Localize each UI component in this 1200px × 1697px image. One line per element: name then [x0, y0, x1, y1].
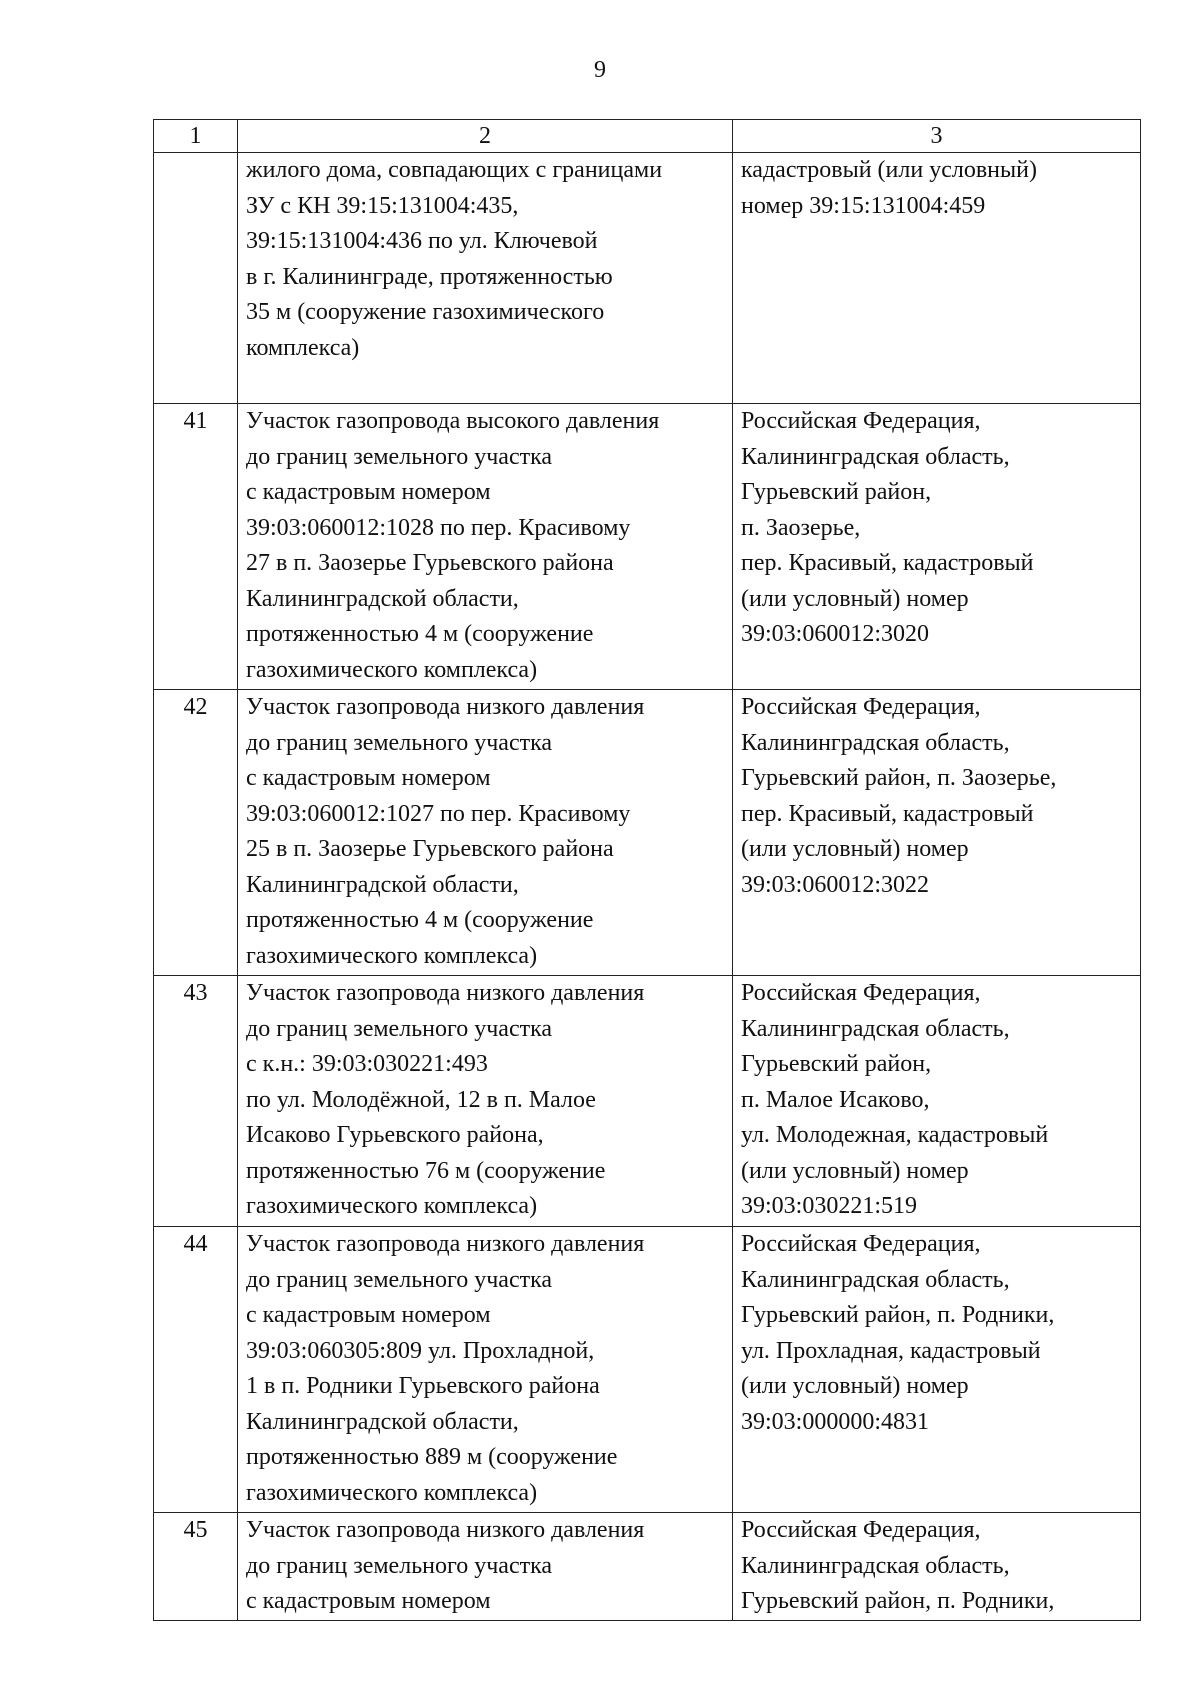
row-owner: Российская Федерация, Калининградская область, Гурьевский район, п. Родники, ул. Прохладная, кадастровый (или условный) номер 39:03:000000:4831: [733, 1227, 1141, 1513]
column-header-owner: 3: [733, 120, 1141, 153]
row-description: Участок газопровода низкого давления до границ земельного участка с кадастровым номером 39:03:060012:1027 по пер. Красивому 25 в п. Заозерье Гурьевского района Калининградской области, протяженностью 4 м (сооружение газохимического комплекса): [238, 690, 733, 976]
column-header-description: 2: [238, 120, 733, 153]
page-number: 9: [594, 57, 606, 83]
table-row: [154, 1513, 1141, 1621]
row-description: Участок газопровода низкого давления до границ земельного участка с к.н.: 39:03:030221:493 по ул. Молодёжной, 12 в п. Малое Исаково Гурьевского района, протяженностью 76 м (сооружение газохимического комплекса): [238, 976, 733, 1227]
table-row: [154, 976, 1141, 1227]
table-row: [154, 404, 1141, 690]
column-header-number: 1: [154, 120, 238, 153]
row-number: 41: [154, 404, 238, 690]
row-number: 44: [154, 1227, 238, 1513]
row-description: Участок газопровода низкого давления до границ земельного участка с кадастровым номером: [238, 1513, 733, 1621]
row-number: [154, 153, 238, 404]
table-row: [154, 153, 1141, 404]
row-description: Участок газопровода высокого давления до границ земельного участка с кадастровым номером 39:03:060012:1028 по пер. Красивому 27 в п. Заозерье Гурьевского района Калининградской области, протяженностью 4 м (сооружение газохимического комплекса): [238, 404, 733, 690]
row-owner: Российская Федерация, Калининградская область, Гурьевский район, п. Заозерье, пер. Красивый, кадастровый (или условный) номер 39:03:060012:3020: [733, 404, 1141, 690]
registry-table: [153, 119, 1141, 1621]
row-owner: Российская Федерация, Калининградская область, Гурьевский район, п. Малое Исаково, ул. Молодежная, кадастровый (или условный) номер 39:03:030221:519: [733, 976, 1141, 1227]
table-row: [154, 1227, 1141, 1513]
row-number: 43: [154, 976, 238, 1227]
row-description: Участок газопровода низкого давления до границ земельного участка с кадастровым номером 39:03:060305:809 ул. Прохладной, 1 в п. Родники Гурьевского района Калининградской области, протяженностью 889 м (сооружение газохимического комплекса): [238, 1227, 733, 1513]
table-row: [154, 690, 1141, 976]
row-description: жилого дома, совпадающих с границами ЗУ с КН 39:15:131004:435, 39:15:131004:436 по ул. Ключевой в г. Калининграде, протяженностью 35 м (сооружение газохимического комплекса): [238, 153, 733, 404]
row-number: 42: [154, 690, 238, 976]
row-owner: Российская Федерация, Калининградская область, Гурьевский район, п. Заозерье, пер. Красивый, кадастровый (или условный) номер 39:03:060012:3022: [733, 690, 1141, 976]
row-owner: кадастровый (или условный) номер 39:15:131004:459: [733, 153, 1141, 404]
row-owner: Российская Федерация, Калининградская область, Гурьевский район, п. Родники,: [733, 1513, 1141, 1621]
table-header-row: [154, 120, 1141, 153]
row-number: 45: [154, 1513, 238, 1621]
